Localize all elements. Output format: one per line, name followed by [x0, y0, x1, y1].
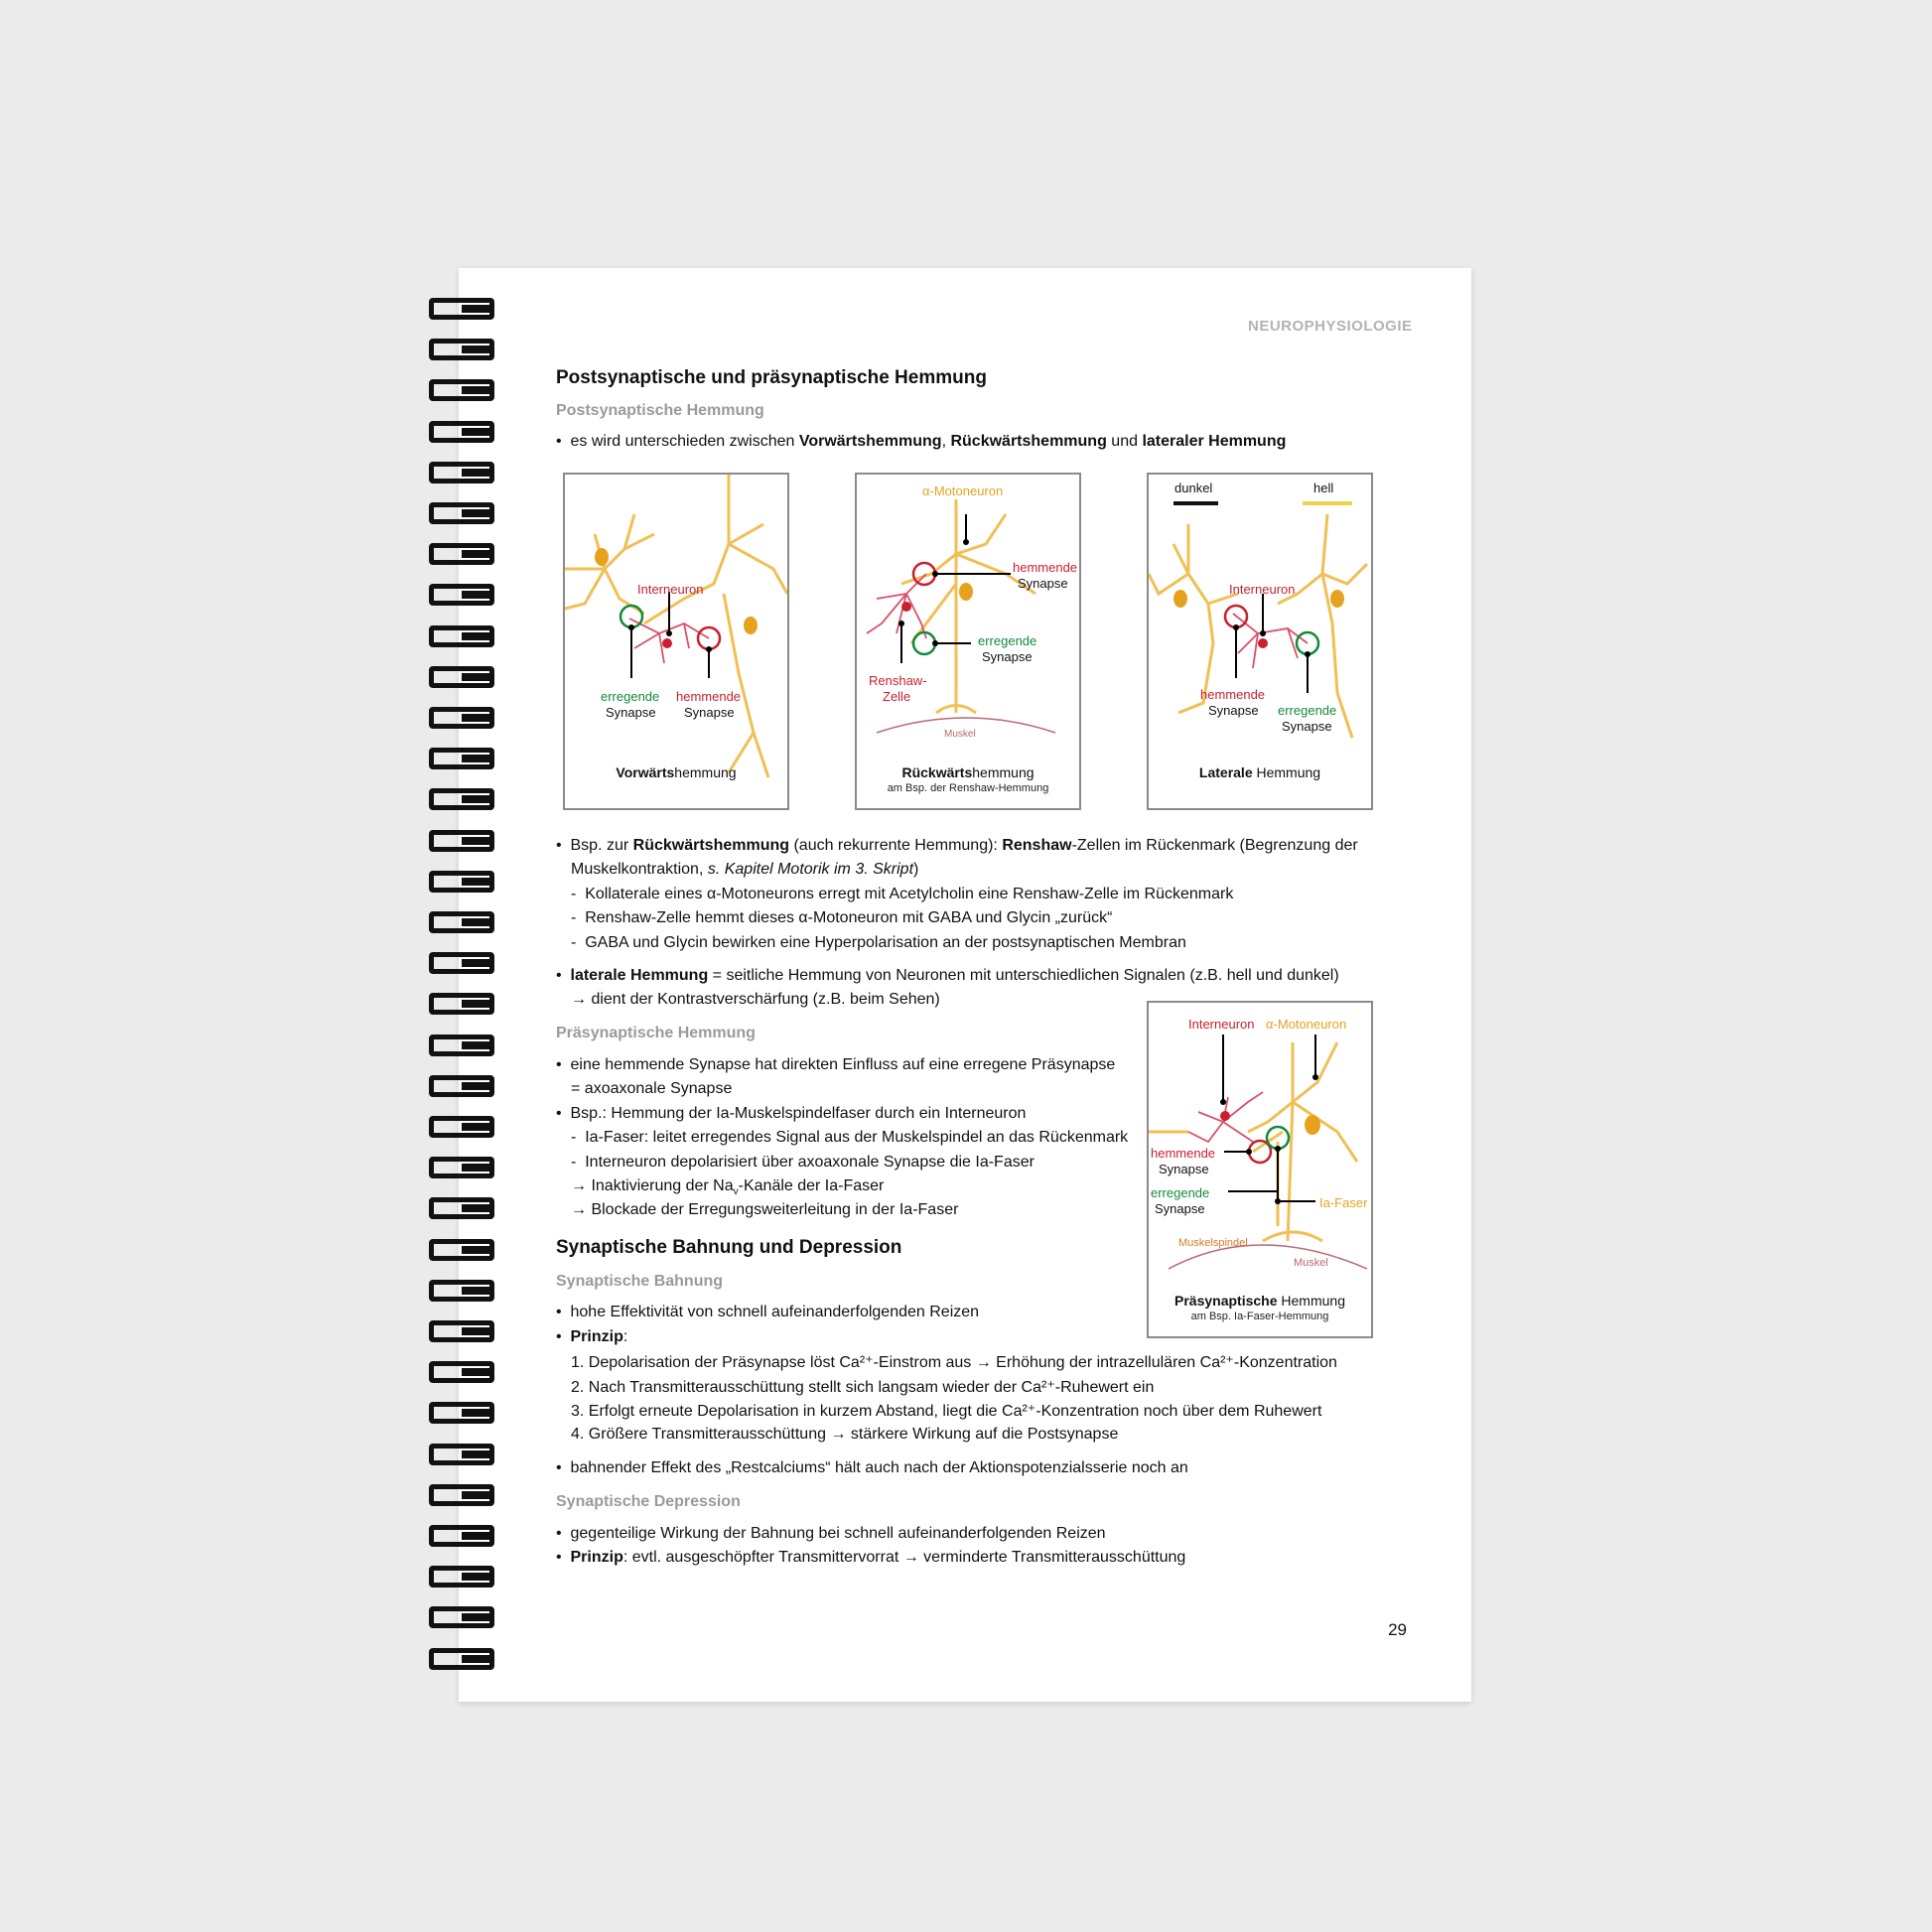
bsp-detail-1: - Kollaterale eines α-Motoneurons erregt mit Acetylcholin eine Renshaw-Zelle im Rückenmark — [571, 886, 1234, 902]
binding-ring — [429, 1444, 494, 1465]
bsp-detail-2: - Renshaw-Zelle hemmt dieses α-Motoneuron mit GABA und Glycin „zurück“ — [571, 909, 1113, 926]
label-synapse: Synapse — [684, 705, 735, 720]
label-synapse: Synapse — [606, 705, 656, 720]
binding-ring — [429, 1239, 494, 1261]
label-synapse: Synapse — [1159, 1162, 1209, 1176]
prae-line-2: = axoaxonale Synapse — [571, 1080, 733, 1097]
binding-ring — [429, 1320, 494, 1342]
label-erregende: erregende — [1151, 1185, 1210, 1200]
binding-ring — [429, 1116, 494, 1138]
figure-caption: Präsynaptische Hemmung — [1174, 1293, 1345, 1309]
binding-ring — [429, 748, 494, 769]
lateral-diagram — [1149, 475, 1371, 808]
figure-subcaption: am Bsp. Ia-Faser-Hemmung — [1190, 1311, 1329, 1322]
figure-subcaption: am Bsp. der Renshaw-Hemmung — [887, 782, 1049, 794]
binding-ring — [429, 1606, 494, 1628]
binding-ring — [429, 1566, 494, 1587]
binding-ring — [429, 1280, 494, 1302]
binding-ring — [429, 1648, 494, 1670]
binding-ring — [429, 1035, 494, 1056]
bahn-line-1: • hohe Effektivität von schnell aufeinanderfolgenden Reizen — [556, 1304, 980, 1320]
figure-vorwaertshemmung — [563, 473, 789, 810]
binding-ring — [429, 298, 494, 320]
binding-ring — [429, 625, 494, 647]
binding-ring — [429, 993, 494, 1015]
figure-caption: Laterale Hemmung — [1198, 764, 1321, 780]
prae-line-3: • Bsp.: Hemmung der Ia-Muskelspindelfaser durch ein Interneuron — [556, 1105, 1027, 1122]
prae-line-1: • eine hemmende Synapse hat direkten Einfluss auf eine erregene Präsynapse — [556, 1056, 1116, 1073]
figure-laterale-hemmung — [1147, 473, 1373, 810]
label-erregende: erregende — [1278, 703, 1337, 718]
binding-ring — [429, 339, 494, 360]
binding-ring — [429, 502, 494, 524]
binding-ring — [429, 952, 494, 974]
figure-caption: Rückwärtshemmung — [901, 764, 1035, 780]
label-erregende: erregende — [978, 633, 1037, 648]
binding-ring — [429, 1197, 494, 1219]
prae-detail-1: - Ia-Faser: leitet erregendes Signal aus der Muskelspindel an das Rückenmark — [571, 1129, 1129, 1146]
binding-ring — [429, 584, 494, 606]
notebook-page — [459, 268, 1471, 1702]
subheading-bahnung: Synaptische Bahnung — [556, 1273, 724, 1290]
label-hell: hell — [1313, 481, 1334, 495]
prae-arrow-1: → Inaktivierung der $Na_v$-Kanäle der Ia-Faser — [571, 1177, 885, 1198]
spiral-binding — [429, 298, 498, 1668]
label-synapse: Synapse — [1208, 703, 1259, 718]
binding-ring — [429, 1075, 494, 1097]
label-hemmende: hemmende — [1200, 687, 1266, 702]
lateral-line-2: → dient der Kontrastverschärfung (z.B. beim Sehen) — [571, 991, 940, 1008]
label-interneuron: Interneuron — [637, 582, 704, 597]
binding-ring — [429, 379, 494, 401]
bahn-step-4: 4. Größere Transmitterausschüttung → stärkere Wirkung auf die Postsynapse — [571, 1426, 1119, 1443]
bahn-prinzip: • Prinzip: — [556, 1328, 628, 1345]
label-synapse: Synapse — [1018, 576, 1068, 591]
bahn-step-3: 3. Erfolgt erneute Depolarisation in kurzem Abstand, liegt die Ca²⁺-Konzentration noch über dem Ruhewert — [571, 1403, 1322, 1420]
label-hemmende: hemmende — [1013, 560, 1078, 575]
dep-line-2: • Prinzip: evtl. ausgeschöpfter Transmittervorrat → verminderte Transmitterausschüttung — [556, 1549, 1186, 1566]
figure-rueckwaertshemmung — [855, 473, 1081, 810]
binding-ring — [429, 788, 494, 810]
subheading-presynaptic: Präsynaptische Hemmung — [556, 1025, 756, 1041]
prae-arrow-2: → Blockade der Erregungsweiterleitung in der Ia-Faser — [571, 1201, 959, 1218]
page-number: 29 — [1388, 1620, 1407, 1639]
binding-ring — [429, 421, 494, 443]
figure-praesynaptische-hemmung — [1147, 1001, 1373, 1338]
label-erregende: erregende — [601, 689, 660, 704]
subheading-depression: Synaptische Depression — [556, 1493, 741, 1510]
label-dunkel: dunkel — [1174, 481, 1213, 495]
binding-ring — [429, 830, 494, 852]
binding-ring — [429, 871, 494, 893]
label-motoneuron: α-Motoneuron — [1266, 1017, 1347, 1032]
label-synapse: Synapse — [1282, 719, 1332, 734]
label-interneuron: Interneuron — [1229, 582, 1296, 597]
section-title: Postsynaptische und präsynaptische Hemmung — [556, 367, 987, 388]
figure-caption: Vorwärtshemmung — [616, 764, 737, 780]
binding-ring — [429, 666, 494, 688]
bsp-detail-3: - GABA und Glycin bewirken eine Hyperpolarisation an der postsynaptischen Membran — [571, 934, 1186, 951]
label-hemmende: hemmende — [1151, 1146, 1216, 1161]
bahn-step-1: 1. Depolarisation der Präsynapse löst Ca²⁺-Einstrom aus → Erhöhung der intrazellulären Ca²⁺-Konzentration — [571, 1354, 1337, 1371]
binding-ring — [429, 1402, 494, 1424]
bsp-line-2: Muskelkontraktion, s. Kapitel Motorik im 3. Skript) — [571, 861, 919, 878]
subheading-postsynaptic: Postsynaptische Hemmung — [556, 402, 764, 419]
feedforward-diagram — [565, 475, 787, 808]
binding-ring — [429, 707, 494, 729]
binding-ring — [429, 1157, 494, 1178]
binding-ring — [429, 1525, 494, 1547]
bahn-line-2: • bahnender Effekt des „Restcalciums“ hält auch nach der Aktionspotenzialsserie noch an — [556, 1459, 1188, 1476]
binding-ring — [429, 1361, 494, 1383]
label-muskel: Muskel — [944, 729, 976, 740]
dep-line-1: • gegenteilige Wirkung der Bahnung bei schnell aufeinanderfolgenden Reizen — [556, 1525, 1106, 1542]
label-synapse: Synapse — [1155, 1201, 1205, 1216]
prae-detail-2: - Interneuron depolarisiert über axoaxonale Synapse die Ia-Faser — [571, 1154, 1035, 1171]
binding-ring — [429, 911, 494, 933]
label-motoneuron: α-Motoneuron — [922, 483, 1004, 498]
label-hemmende: hemmende — [676, 689, 742, 704]
label-muskel: Muskel — [1294, 1257, 1328, 1269]
lateral-line-1: • laterale Hemmung = seitliche Hemmung von Neuronen mit unterschiedlichen Signalen (z.B. hell und dunkel) — [556, 967, 1339, 984]
section-title-2: Synaptische Bahnung und Depression — [556, 1237, 902, 1258]
intro-line: • es wird unterschieden zwischen Vorwärtshemmung, Rückwärtshemmung und lateraler Hemmung — [556, 433, 1287, 450]
label-synapse: Synapse — [982, 649, 1033, 664]
binding-ring — [429, 1484, 494, 1506]
bsp-line-1: • Bsp. zur Rückwärtshemmung (auch rekurrente Hemmung): Renshaw-Zellen im Rückenmark (Begrenzung der — [556, 837, 1358, 854]
label-ia-faser: Ia-Faser — [1319, 1195, 1368, 1210]
label-renshaw: Renshaw- — [869, 673, 927, 688]
running-header: NEUROPHYSIOLOGIE — [1248, 318, 1413, 335]
label-zelle: Zelle — [883, 689, 911, 704]
binding-ring — [429, 543, 494, 565]
feedback-diagram — [857, 475, 1079, 808]
label-muskelspindel: Muskelspindel — [1178, 1237, 1248, 1249]
binding-ring — [429, 462, 494, 483]
label-interneuron: Interneuron — [1188, 1017, 1255, 1032]
bahn-step-2: 2. Nach Transmitterausschüttung stellt sich langsam wieder der Ca²⁺-Ruhewert ein — [571, 1379, 1155, 1396]
